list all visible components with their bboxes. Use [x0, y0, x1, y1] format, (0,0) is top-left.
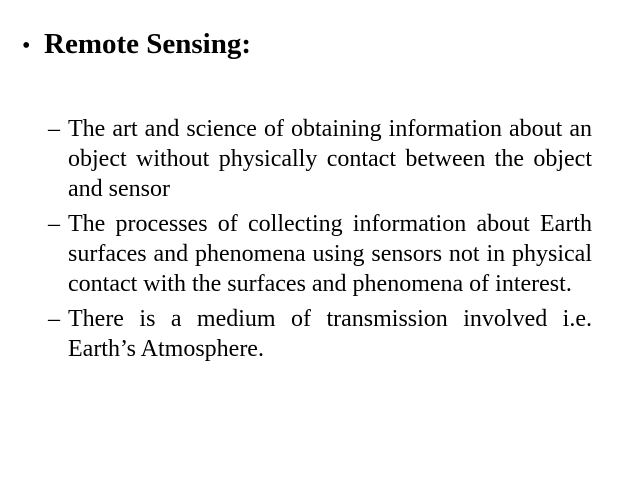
sub-point-2: [48, 209, 592, 299]
sub-point-3: [48, 304, 592, 364]
dash-icon: –: [48, 306, 60, 332]
sub-points-list: [48, 114, 592, 369]
slide-heading: Remote Sensing:: [44, 28, 252, 60]
dash-icon: –: [48, 211, 60, 237]
bullet-icon: •: [22, 33, 31, 59]
sub-point-text: There is a medium of transmission involved i.e. Earth’s Atmosphere.: [68, 306, 592, 362]
heading-row: [22, 30, 251, 59]
sub-point-text: The art and science of obtaining information about an object without physically contact between the object and sensor: [68, 116, 592, 202]
sub-point-text: The processes of collecting information about Earth surfaces and phenomena using sensors not in physical contact with the surfaces and phenomena of interest.: [68, 211, 592, 297]
sub-point-1: [48, 114, 592, 204]
dash-icon: –: [48, 116, 60, 142]
